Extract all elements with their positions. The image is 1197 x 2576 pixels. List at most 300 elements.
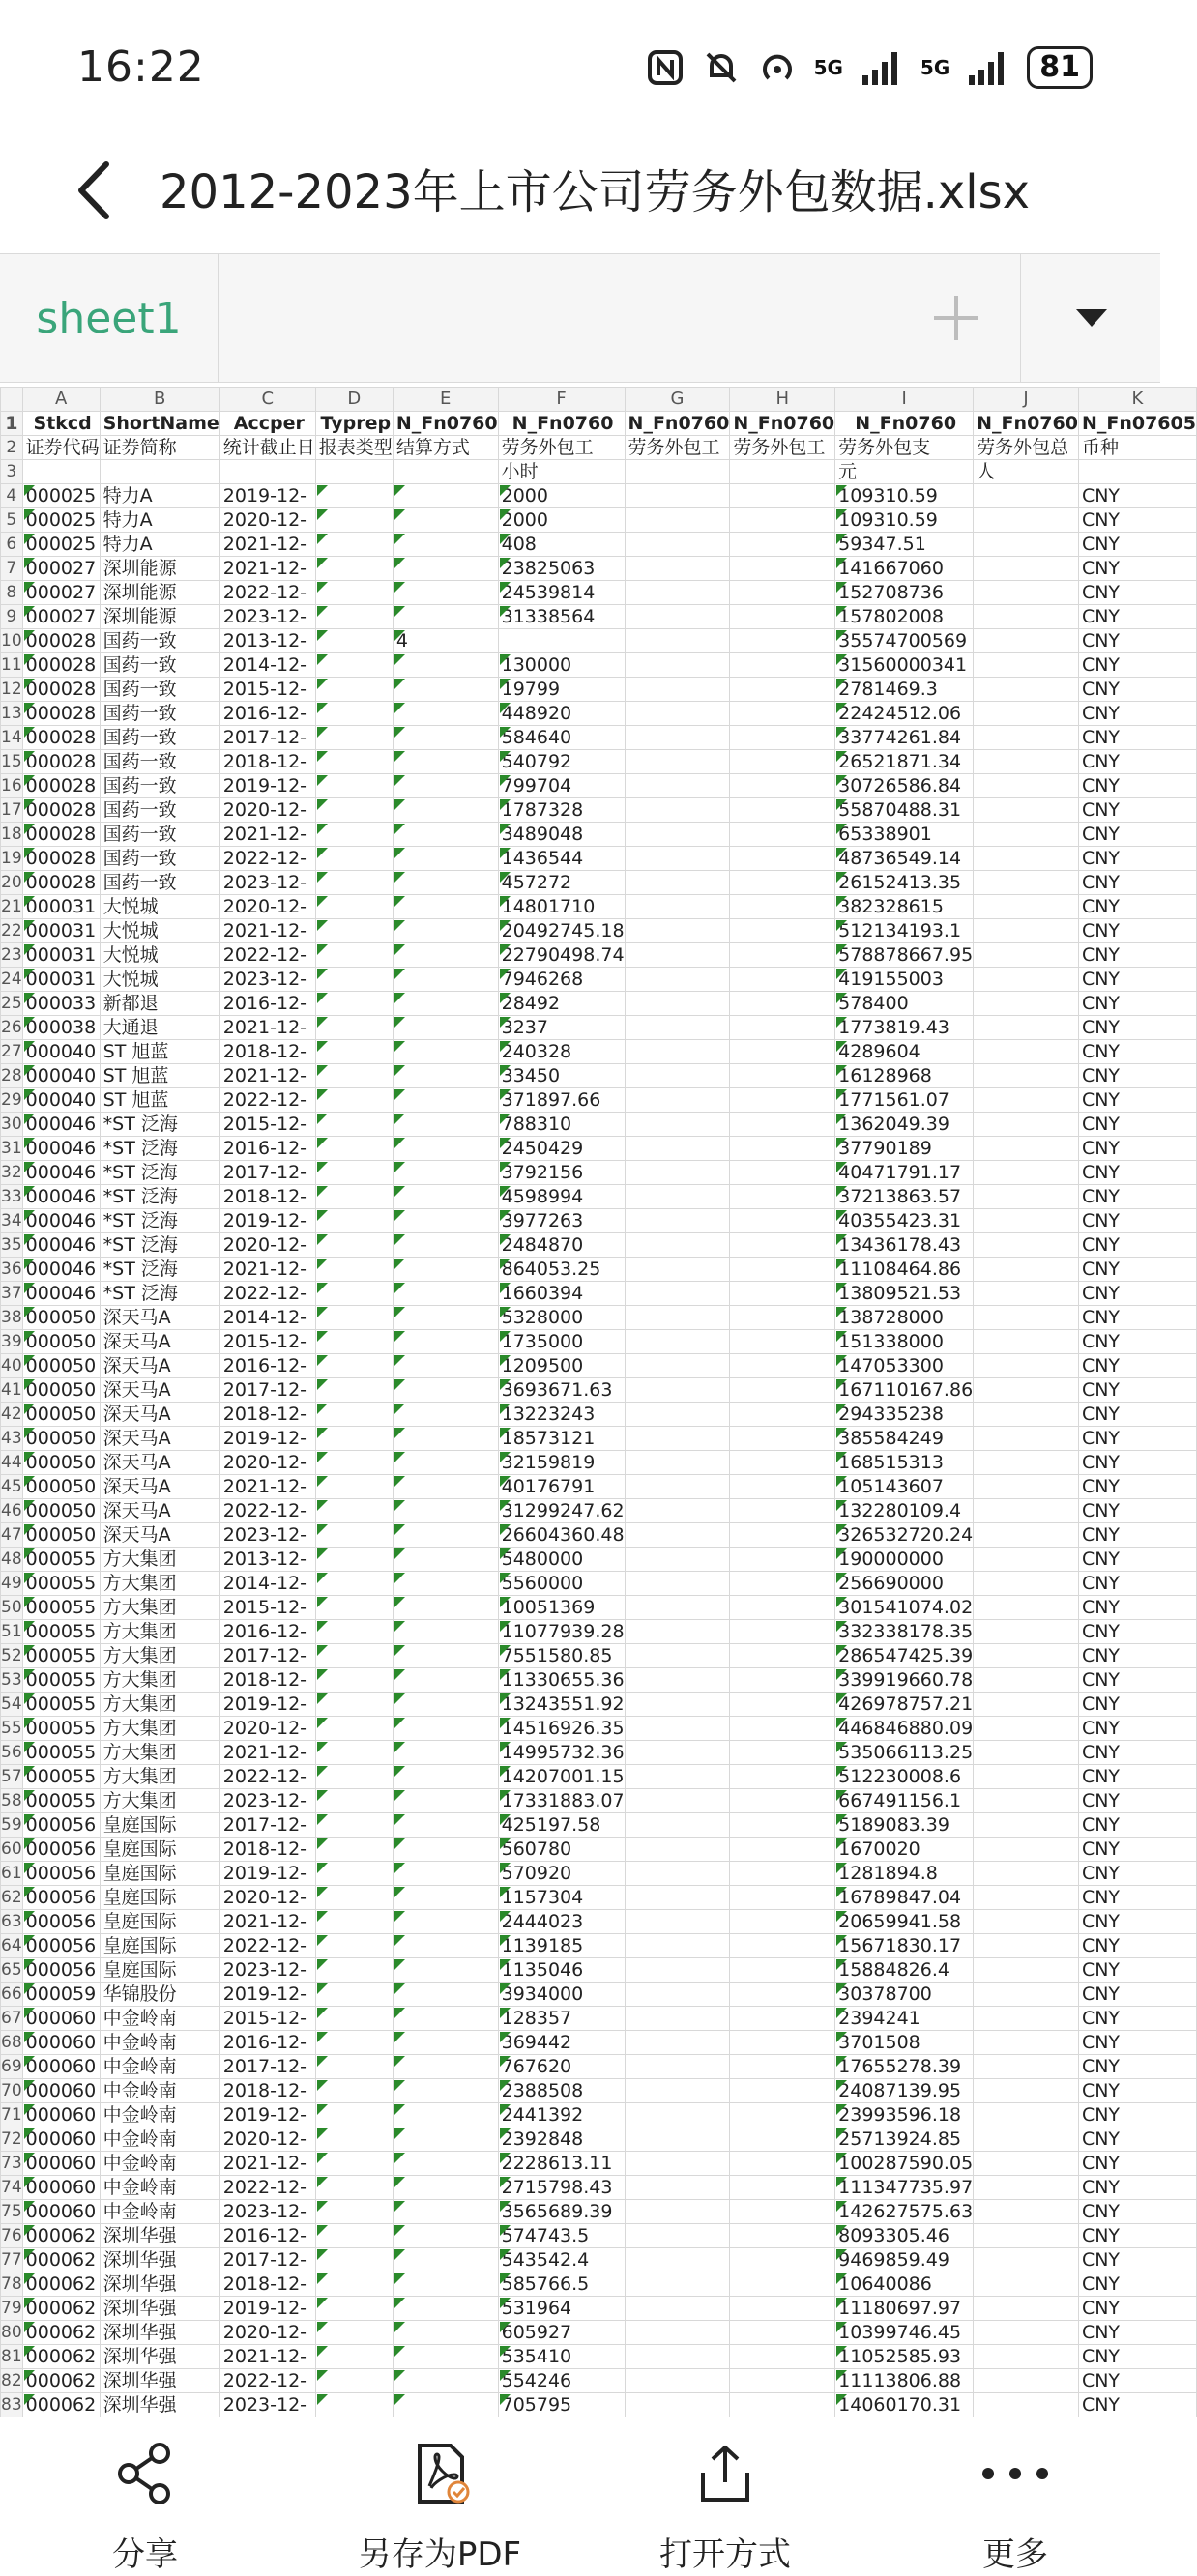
cell[interactable]: 2021-12- — [219, 2345, 315, 2369]
row-number[interactable]: 81 — [1, 2345, 23, 2369]
cell[interactable]: 540792 — [498, 750, 625, 774]
row-number[interactable]: 17 — [1, 798, 23, 823]
cell[interactable]: 13223243 — [498, 1403, 625, 1427]
cell[interactable]: 2022-12- — [219, 943, 315, 968]
cell[interactable] — [730, 1475, 835, 1499]
cell[interactable]: 326532720.24 — [835, 1523, 974, 1548]
cell[interactable]: 9469859.49 — [835, 2248, 974, 2272]
cell[interactable] — [974, 2345, 1079, 2369]
cell[interactable]: 14995732.36 — [498, 1741, 625, 1765]
cell[interactable]: 人 — [974, 460, 1079, 484]
cell[interactable]: 294335238 — [835, 1403, 974, 1427]
cell[interactable]: 000028 — [22, 629, 100, 653]
cell[interactable] — [974, 2152, 1079, 2176]
cell[interactable] — [730, 2321, 835, 2345]
cell[interactable]: 48736549.14 — [835, 847, 974, 871]
cell[interactable]: 深圳能源 — [100, 557, 219, 581]
cell[interactable] — [974, 919, 1079, 943]
cell[interactable]: 457272 — [498, 871, 625, 895]
cell[interactable]: 000046 — [22, 1113, 100, 1137]
cell[interactable] — [974, 1838, 1079, 1862]
cell[interactable]: 特力A — [100, 533, 219, 557]
cell[interactable] — [393, 1523, 498, 1548]
cell[interactable] — [974, 557, 1079, 581]
cell[interactable] — [393, 678, 498, 702]
cell[interactable]: N_Fn07605 — [1078, 412, 1196, 436]
cell[interactable] — [393, 484, 498, 508]
cell[interactable] — [625, 702, 730, 726]
row-number[interactable]: 35 — [1, 1233, 23, 1258]
cell[interactable]: 2016-12- — [219, 992, 315, 1016]
cell[interactable] — [315, 895, 393, 919]
cell[interactable]: 2019-12- — [219, 484, 315, 508]
cell[interactable]: 国药一致 — [100, 823, 219, 847]
cell[interactable]: 26604360.48 — [498, 1523, 625, 1548]
cell[interactable] — [730, 1185, 835, 1209]
cell[interactable]: 2017-12- — [219, 1378, 315, 1403]
cell[interactable] — [974, 1475, 1079, 1499]
cell[interactable]: 2017-12- — [219, 2248, 315, 2272]
cell[interactable]: 新都退 — [100, 992, 219, 1016]
row-number[interactable]: 38 — [1, 1306, 23, 1330]
cell[interactable]: 31299247.62 — [498, 1499, 625, 1523]
cell[interactable]: 000033 — [22, 992, 100, 1016]
cell[interactable]: 2013-12- — [219, 1548, 315, 1572]
cell[interactable] — [730, 1596, 835, 1620]
cell[interactable] — [974, 1088, 1079, 1113]
cell[interactable]: 574743.5 — [498, 2224, 625, 2248]
cell[interactable]: 000060 — [22, 2079, 100, 2103]
cell[interactable]: 000028 — [22, 774, 100, 798]
cell[interactable]: 000028 — [22, 678, 100, 702]
cell[interactable] — [730, 823, 835, 847]
cell[interactable]: 2444023 — [498, 1910, 625, 1934]
cell[interactable]: 1771561.07 — [835, 1088, 974, 1113]
column-header[interactable]: I — [835, 388, 974, 412]
cell[interactable] — [974, 1209, 1079, 1233]
row-number[interactable]: 30 — [1, 1113, 23, 1137]
cell[interactable]: 512134193.1 — [835, 919, 974, 943]
cell[interactable]: 2017-12- — [219, 726, 315, 750]
cell[interactable] — [393, 508, 498, 533]
cell[interactable] — [974, 702, 1079, 726]
cell[interactable] — [393, 2272, 498, 2297]
cell[interactable]: 2019-12- — [219, 1862, 315, 1886]
cell[interactable] — [625, 1475, 730, 1499]
cell[interactable]: 方大集团 — [100, 1717, 219, 1741]
cell[interactable]: 512230008.6 — [835, 1765, 974, 1789]
row-number[interactable]: 78 — [1, 2272, 23, 2297]
cell[interactable]: 2021-12- — [219, 919, 315, 943]
cell[interactable]: 000062 — [22, 2393, 100, 2417]
cell[interactable] — [393, 1016, 498, 1040]
cell[interactable]: 000059 — [22, 1983, 100, 2007]
cell[interactable]: 大通退 — [100, 1016, 219, 1040]
cell[interactable]: 000031 — [22, 895, 100, 919]
cell[interactable] — [974, 1765, 1079, 1789]
cell[interactable]: 2018-12- — [219, 1185, 315, 1209]
row-number[interactable]: 10 — [1, 629, 23, 653]
cell[interactable]: 000056 — [22, 1862, 100, 1886]
cell[interactable]: 000055 — [22, 1668, 100, 1693]
cell[interactable] — [393, 1233, 498, 1258]
cell[interactable]: 中金岭南 — [100, 2079, 219, 2103]
cell[interactable] — [730, 1862, 835, 1886]
row-number[interactable]: 12 — [1, 678, 23, 702]
cell[interactable]: 2018-12- — [219, 1403, 315, 1427]
cell[interactable] — [974, 2369, 1079, 2393]
cell[interactable] — [974, 1354, 1079, 1378]
cell[interactable] — [393, 2200, 498, 2224]
cell[interactable]: CNY — [1078, 1934, 1196, 1958]
cell[interactable]: CNY — [1078, 2031, 1196, 2055]
cell[interactable] — [625, 1330, 730, 1354]
cell[interactable] — [393, 1958, 498, 1983]
cell[interactable] — [625, 1403, 730, 1427]
cell[interactable]: 2020-12- — [219, 2127, 315, 2152]
cell[interactable] — [393, 943, 498, 968]
row-number[interactable]: 33 — [1, 1185, 23, 1209]
cell[interactable] — [393, 2055, 498, 2079]
cell[interactable] — [730, 1886, 835, 1910]
cell[interactable] — [974, 1523, 1079, 1548]
cell[interactable] — [974, 508, 1079, 533]
cell[interactable]: CNY — [1078, 629, 1196, 653]
cell[interactable]: 2015-12- — [219, 1113, 315, 1137]
cell[interactable] — [625, 533, 730, 557]
cell[interactable]: 24539814 — [498, 581, 625, 605]
cell[interactable]: 23825063 — [498, 557, 625, 581]
cell[interactable]: ST 旭蓝 — [100, 1088, 219, 1113]
cell[interactable]: 2020-12- — [219, 1233, 315, 1258]
cell[interactable]: 2021-12- — [219, 1016, 315, 1040]
cell[interactable]: 2022-12- — [219, 1499, 315, 1523]
cell[interactable] — [730, 1499, 835, 1523]
cell[interactable] — [315, 847, 393, 871]
cell[interactable] — [625, 1644, 730, 1668]
cell[interactable] — [730, 2345, 835, 2369]
cell[interactable] — [974, 1693, 1079, 1717]
cell[interactable] — [625, 2007, 730, 2031]
cell[interactable]: CNY — [1078, 992, 1196, 1016]
cell[interactable] — [974, 678, 1079, 702]
cell[interactable] — [625, 1523, 730, 1548]
cell[interactable]: N_Fn0760 — [498, 412, 625, 436]
cell[interactable] — [625, 678, 730, 702]
cell[interactable] — [315, 702, 393, 726]
cell[interactable]: 劳务外包工 — [625, 436, 730, 460]
row-number[interactable]: 68 — [1, 2031, 23, 2055]
cell[interactable] — [974, 1040, 1079, 1064]
cell[interactable]: 国药一致 — [100, 702, 219, 726]
cell[interactable] — [730, 871, 835, 895]
cell[interactable] — [730, 2055, 835, 2079]
cell[interactable] — [393, 1838, 498, 1862]
cell[interactable] — [625, 1596, 730, 1620]
cell[interactable] — [315, 1016, 393, 1040]
cell[interactable]: CNY — [1078, 2297, 1196, 2321]
cell[interactable]: CNY — [1078, 1765, 1196, 1789]
cell[interactable] — [393, 1499, 498, 1523]
cell[interactable]: 142627575.63 — [835, 2200, 974, 2224]
cell[interactable] — [625, 1548, 730, 1572]
cell[interactable]: Accper — [219, 412, 315, 436]
cell[interactable] — [974, 1064, 1079, 1088]
cell[interactable] — [393, 1282, 498, 1306]
cell[interactable]: 中金岭南 — [100, 2152, 219, 2176]
cell[interactable]: 157802008 — [835, 605, 974, 629]
cell[interactable]: 000040 — [22, 1040, 100, 1064]
row-number[interactable]: 22 — [1, 919, 23, 943]
cell[interactable]: 2441392 — [498, 2103, 625, 2127]
cell[interactable] — [730, 2127, 835, 2152]
cell[interactable] — [315, 1209, 393, 1233]
cell[interactable]: 2021-12- — [219, 1475, 315, 1499]
cell[interactable] — [315, 1233, 393, 1258]
cell[interactable]: 2000 — [498, 508, 625, 533]
cell[interactable] — [219, 460, 315, 484]
cell[interactable]: CNY — [1078, 1572, 1196, 1596]
cell[interactable]: CNY — [1078, 2103, 1196, 2127]
cell[interactable]: 000060 — [22, 2176, 100, 2200]
cell[interactable] — [974, 1451, 1079, 1475]
cell[interactable] — [625, 1620, 730, 1644]
cell[interactable] — [730, 2393, 835, 2417]
cell[interactable] — [730, 1040, 835, 1064]
cell[interactable] — [730, 2369, 835, 2393]
cell[interactable] — [730, 1427, 835, 1451]
cell[interactable] — [730, 1451, 835, 1475]
cell[interactable] — [974, 1161, 1079, 1185]
cell[interactable]: CNY — [1078, 1523, 1196, 1548]
cell[interactable] — [974, 1572, 1079, 1596]
cell[interactable]: CNY — [1078, 2393, 1196, 2417]
cell[interactable] — [393, 1258, 498, 1282]
cell[interactable]: 3792156 — [498, 1161, 625, 1185]
cell[interactable]: 3934000 — [498, 1983, 625, 2007]
cell[interactable]: 国药一致 — [100, 847, 219, 871]
cell[interactable] — [393, 1910, 498, 1934]
cell[interactable] — [315, 1282, 393, 1306]
cell[interactable]: 皇庭国际 — [100, 1813, 219, 1838]
cell[interactable] — [974, 653, 1079, 678]
row-number[interactable]: 37 — [1, 1282, 23, 1306]
cell[interactable] — [625, 581, 730, 605]
cell[interactable] — [393, 1403, 498, 1427]
cell[interactable]: 2021-12- — [219, 533, 315, 557]
cell[interactable] — [730, 508, 835, 533]
cell[interactable]: 深圳华强 — [100, 2345, 219, 2369]
cell[interactable] — [315, 629, 393, 653]
cell[interactable]: 深天马A — [100, 1330, 219, 1354]
cell[interactable]: 16128968 — [835, 1064, 974, 1088]
cell[interactable]: 1281894.8 — [835, 1862, 974, 1886]
cell[interactable] — [974, 2007, 1079, 2031]
cell[interactable]: 1670020 — [835, 1838, 974, 1862]
cell[interactable]: 000050 — [22, 1354, 100, 1378]
cell[interactable] — [393, 653, 498, 678]
cell[interactable]: 11052585.93 — [835, 2345, 974, 2369]
cell[interactable] — [393, 1161, 498, 1185]
cell[interactable] — [974, 774, 1079, 798]
cell[interactable] — [625, 2369, 730, 2393]
cell[interactable] — [974, 1378, 1079, 1403]
cell[interactable]: 554246 — [498, 2369, 625, 2393]
cell[interactable]: 3693671.63 — [498, 1378, 625, 1403]
cell[interactable]: 皇庭国际 — [100, 1958, 219, 1983]
cell[interactable] — [625, 1499, 730, 1523]
cell[interactable]: 408 — [498, 533, 625, 557]
cell[interactable] — [730, 1233, 835, 1258]
cell[interactable]: CNY — [1078, 1499, 1196, 1523]
cell[interactable]: CNY — [1078, 1185, 1196, 1209]
cell[interactable] — [974, 1282, 1079, 1306]
cell[interactable]: 结算方式 — [393, 436, 498, 460]
cell[interactable] — [625, 2321, 730, 2345]
cell[interactable]: 109310.59 — [835, 484, 974, 508]
cell[interactable] — [393, 823, 498, 847]
cell[interactable]: 2023-12- — [219, 1958, 315, 1983]
cell[interactable] — [974, 2079, 1079, 2103]
cell[interactable]: 1735000 — [498, 1330, 625, 1354]
cell[interactable]: 2018-12- — [219, 750, 315, 774]
cell[interactable] — [974, 2272, 1079, 2297]
cell[interactable]: ShortName — [100, 412, 219, 436]
cell[interactable]: 000060 — [22, 2031, 100, 2055]
cell[interactable] — [393, 1427, 498, 1451]
cell[interactable]: 劳务外包工 — [730, 436, 835, 460]
cell[interactable]: CNY — [1078, 798, 1196, 823]
cell[interactable]: 000050 — [22, 1475, 100, 1499]
cell[interactable] — [625, 1282, 730, 1306]
column-header[interactable]: G — [625, 388, 730, 412]
cell[interactable] — [393, 1813, 498, 1838]
cell[interactable] — [315, 1378, 393, 1403]
cell[interactable]: 劳务外包总 — [974, 436, 1079, 460]
cell[interactable]: CNY — [1078, 1958, 1196, 1983]
cell[interactable]: 深天马A — [100, 1475, 219, 1499]
cell[interactable]: CNY — [1078, 1693, 1196, 1717]
save-as-pdf-button[interactable] — [334, 2437, 546, 2575]
cell[interactable]: 13809521.53 — [835, 1282, 974, 1306]
cell[interactable] — [315, 2321, 393, 2345]
cell[interactable]: 2020-12- — [219, 798, 315, 823]
cell[interactable]: 2021-12- — [219, 2152, 315, 2176]
cell[interactable]: CNY — [1078, 2272, 1196, 2297]
cell[interactable] — [625, 2031, 730, 2055]
cell[interactable]: 446846880.09 — [835, 1717, 974, 1741]
cell[interactable]: 000028 — [22, 871, 100, 895]
cell[interactable] — [625, 2200, 730, 2224]
cell[interactable]: 2019-12- — [219, 1209, 315, 1233]
cell[interactable]: 301541074.02 — [835, 1596, 974, 1620]
cell[interactable] — [393, 1185, 498, 1209]
cell[interactable]: 13436178.43 — [835, 1233, 974, 1258]
cell[interactable]: 000055 — [22, 1717, 100, 1741]
cell[interactable]: 国药一致 — [100, 774, 219, 798]
row-number[interactable]: 73 — [1, 2152, 23, 2176]
cell[interactable]: 000056 — [22, 1910, 100, 1934]
cell[interactable] — [393, 1040, 498, 1064]
cell[interactable] — [974, 968, 1079, 992]
cell[interactable]: 2021-12- — [219, 1064, 315, 1088]
cell[interactable] — [315, 1910, 393, 1934]
cell[interactable] — [730, 1064, 835, 1088]
cell[interactable]: 151338000 — [835, 1330, 974, 1354]
cell[interactable] — [393, 2369, 498, 2393]
cell[interactable]: 2016-12- — [219, 1620, 315, 1644]
cell[interactable]: CNY — [1078, 1668, 1196, 1693]
cell[interactable]: 14801710 — [498, 895, 625, 919]
cell[interactable]: CNY — [1078, 1838, 1196, 1862]
row-number[interactable]: 74 — [1, 2176, 23, 2200]
cell[interactable]: CNY — [1078, 943, 1196, 968]
cell[interactable] — [393, 726, 498, 750]
row-number[interactable]: 45 — [1, 1475, 23, 1499]
cell[interactable]: 33774261.84 — [835, 726, 974, 750]
cell[interactable]: CNY — [1078, 2079, 1196, 2103]
cell[interactable]: CNY — [1078, 2200, 1196, 2224]
cell[interactable] — [315, 460, 393, 484]
cell[interactable]: 40176791 — [498, 1475, 625, 1499]
cell[interactable] — [730, 1789, 835, 1813]
cell[interactable]: 000062 — [22, 2369, 100, 2393]
cell[interactable]: 000031 — [22, 968, 100, 992]
cell[interactable]: 2022-12- — [219, 2176, 315, 2200]
cell[interactable]: CNY — [1078, 919, 1196, 943]
cell[interactable] — [625, 2103, 730, 2127]
cell[interactable] — [625, 2176, 730, 2200]
cell[interactable] — [315, 2055, 393, 2079]
cell[interactable]: 中金岭南 — [100, 2055, 219, 2079]
cell[interactable]: CNY — [1078, 1886, 1196, 1910]
cell[interactable]: 000027 — [22, 557, 100, 581]
cell[interactable]: 方大集团 — [100, 1668, 219, 1693]
row-number[interactable]: 36 — [1, 1258, 23, 1282]
cell[interactable] — [730, 2152, 835, 2176]
cell[interactable]: 535410 — [498, 2345, 625, 2369]
cell[interactable]: *ST 泛海 — [100, 1282, 219, 1306]
cell[interactable] — [730, 629, 835, 653]
cell[interactable]: 332338178.35 — [835, 1620, 974, 1644]
row-number[interactable]: 14 — [1, 726, 23, 750]
cell[interactable]: *ST 泛海 — [100, 1209, 219, 1233]
cell[interactable]: 000055 — [22, 1765, 100, 1789]
cell[interactable]: 3237 — [498, 1016, 625, 1040]
cell[interactable] — [625, 1862, 730, 1886]
cell[interactable] — [974, 2103, 1079, 2127]
add-sheet-button[interactable] — [890, 254, 1021, 382]
row-number[interactable]: 51 — [1, 1620, 23, 1644]
more-button[interactable] — [909, 2437, 1122, 2575]
row-number[interactable]: 69 — [1, 2055, 23, 2079]
cell[interactable] — [315, 533, 393, 557]
cell[interactable]: 方大集团 — [100, 1644, 219, 1668]
cell[interactable] — [730, 919, 835, 943]
row-number[interactable]: 57 — [1, 1765, 23, 1789]
cell[interactable]: 000055 — [22, 1596, 100, 1620]
cell[interactable] — [393, 1596, 498, 1620]
cell[interactable] — [315, 678, 393, 702]
cell[interactable]: 578878667.95 — [835, 943, 974, 968]
cell[interactable] — [393, 2079, 498, 2103]
cell[interactable]: 584640 — [498, 726, 625, 750]
cell[interactable] — [498, 629, 625, 653]
cell[interactable]: CNY — [1078, 2321, 1196, 2345]
cell[interactable]: 深天马A — [100, 1306, 219, 1330]
cell[interactable]: 1436544 — [498, 847, 625, 871]
cell[interactable] — [22, 460, 100, 484]
